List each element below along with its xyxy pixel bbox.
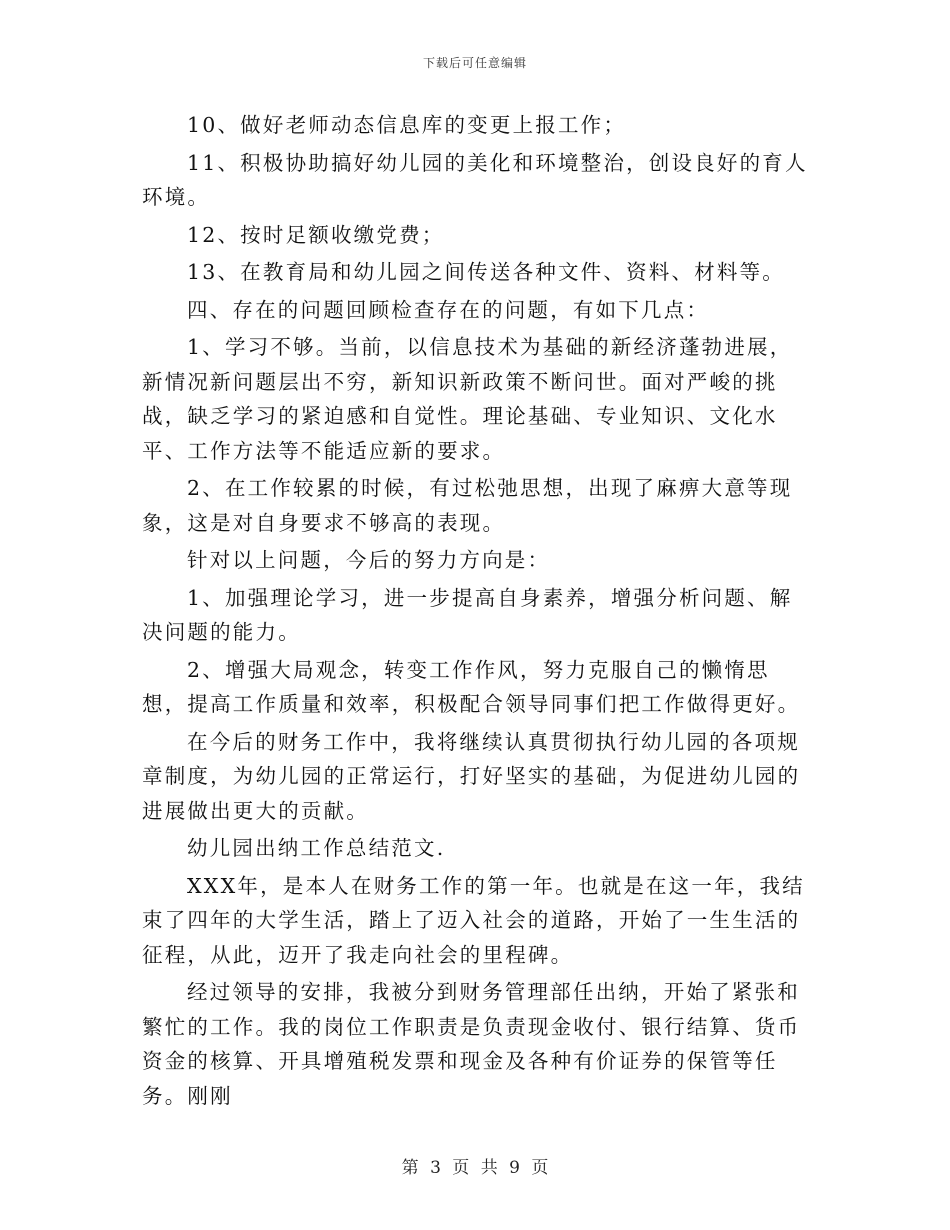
- paragraph: 1、加强理论学习，进一步提高自身素养，增强分析问题、解决问题的能力。: [142, 585, 793, 644]
- paragraph: 12、按时足额收缴党费；: [187, 222, 445, 247]
- paragraph: 在今后的财务工作中，我将继续认真贯彻执行幼儿园的各项规章制度，为幼儿园的正常运行，打好坚实的基础，为促进幼儿园的进展做出更大的贡献。: [142, 729, 801, 823]
- paragraph: 13、在教育局和幼儿园之间传送各种文件、资料、材料等。: [187, 260, 785, 284]
- paragraph: 11、积极协助搞好幼儿园的美化和环境整治，创设良好的育人环境。: [142, 150, 808, 209]
- page-header: 下载后可任意编辑: [422, 56, 527, 70]
- paragraph: 经过领导的安排，我被分到财务管理部任出纳，开始了紧张和繁忙的工作。我的岗位工作职责是负责现金收付、银行结算、货币资金的核算、开具增殖税发票和现金及各种有价证券的保管等任务。刚刚: [142, 980, 801, 1108]
- paragraph: XXX年，是本人在财务工作的第一年。也就是在这一年，我结束了四年的大学生活，踏上了迈入社会的道路，开始了一生生活的征程，从此，迈开了我走向社会的里程碑。: [142, 873, 805, 967]
- paragraph: 针对以上问题，今后的努力方向是：: [187, 548, 551, 572]
- paragraph: 1、学习不够。当前，以信息技术为基础的新经济蓬勃进展，新情况新问题层出不穷，新知识新政策不断问世。面对严峻的挑战，缺乏学习的紧迫感和自觉性。理论基础、专业知识、文化水平、工作方法等不能适应新的要求。: [142, 335, 793, 463]
- paragraph: 2、在工作较累的时候，有过松弛思想，出现了麻痹大意等现象，这是对自身要求不够高的表现。: [142, 476, 793, 535]
- document-body: [142, 108, 810, 1116]
- document-title: 幼儿园出纳工作总结范文.: [187, 836, 446, 860]
- section-heading: 四、存在的问题回顾检查存在的问题，有如下几点：: [187, 297, 710, 322]
- paragraph: 2、增强大局观念，转变工作作风，努力克服自己的懒惰思想，提高工作质量和效率，积极配合领导同事们把工作做得更好。: [142, 657, 801, 716]
- paragraph: 10、做好老师动态信息库的变更上报工作；: [187, 113, 627, 137]
- page-number: 第 3 页 共 9 页: [401, 1158, 549, 1178]
